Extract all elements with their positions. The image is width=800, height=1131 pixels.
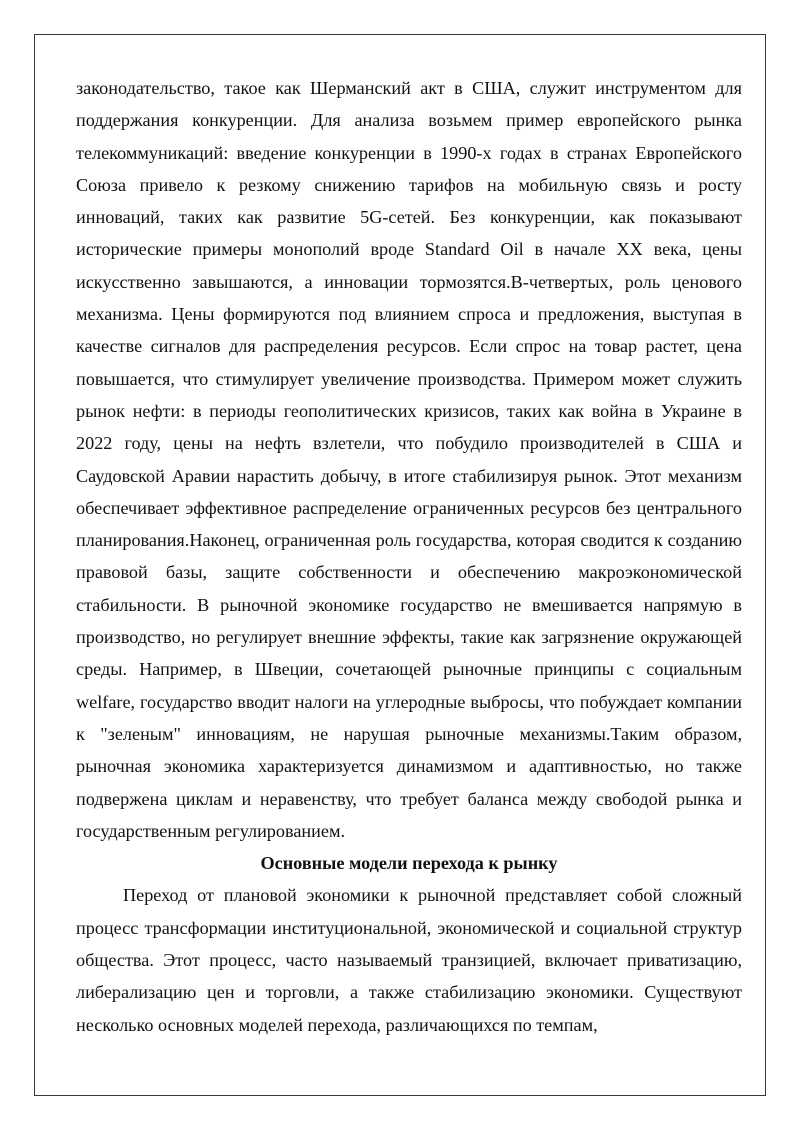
document-body <box>76 72 742 1041</box>
body-paragraph: Переход от плановой экономики к рыночной представляет собой сложный процесс трансформации институциональной, экономической и социальной структур общества. Этот процесс, часто называемый транзицией, включает приватизацию, либерализацию цен и торговли, а также стабилизацию экономики. Существуют несколько основных моделей перехода, различающихся по темпам, <box>76 885 742 1035</box>
section-heading: Основные модели перехода к рынку <box>260 853 558 874</box>
body-paragraph: законодательство, такое как Шерманский акт в США, служит инструментом для поддержания конкуренции. Для анализа возьмем пример европейского рынка телекоммуникаций: введение конкуренции в 1990-х годах в странах Европейского Союза привело к резкому снижению тарифов на мобильную связь и росту инноваций, таких как развитие 5G-сетей. Без конкуренции, как показывают исторические примеры монополий вроде Standard Oil в начале XX века, цены искусственно завышаются, а инновации тормозятся.В-четвертых, роль ценового механизма. Цены формируются под влиянием спроса и предложения, выступая в качестве сигналов для распределения ресурсов. Если спрос на товар растет, цена повышается, что стимулирует увеличение производства. Примером может служить рынок нефти: в периоды геополитических кризисов, таких как война в Украине в 2022 году, цены на нефть взлетели, что побудило производителей в США и Саудовской Аравии нарастить добычу, в итоге стабилизируя рынок. Этот механизм обеспечивает эффективное распределение ограниченных ресурсов без центрального планирования.Наконец, ограниченная роль государства, которая сводится к созданию правовой базы, защите собственности и обеспечению макроэкономической стабильности. В рыночной экономике государство не вмешивается напрямую в производство, но регулирует внешние эффекты, такие как загрязнение окружающей среды. Например, в Швеции, сочетающей рыночные принципы с социальным welfare, государство вводит налоги на углеродные выбросы, что побуждает компании к "зеленым" инновациям, не нарушая рыночные механизмы.Таким образом, рыночная экономика характеризуется динамизмом и адаптивностью, но также подвержена циклам и неравенству, что требует баланса между свободой рынка и государственным регулированием. <box>76 78 742 841</box>
